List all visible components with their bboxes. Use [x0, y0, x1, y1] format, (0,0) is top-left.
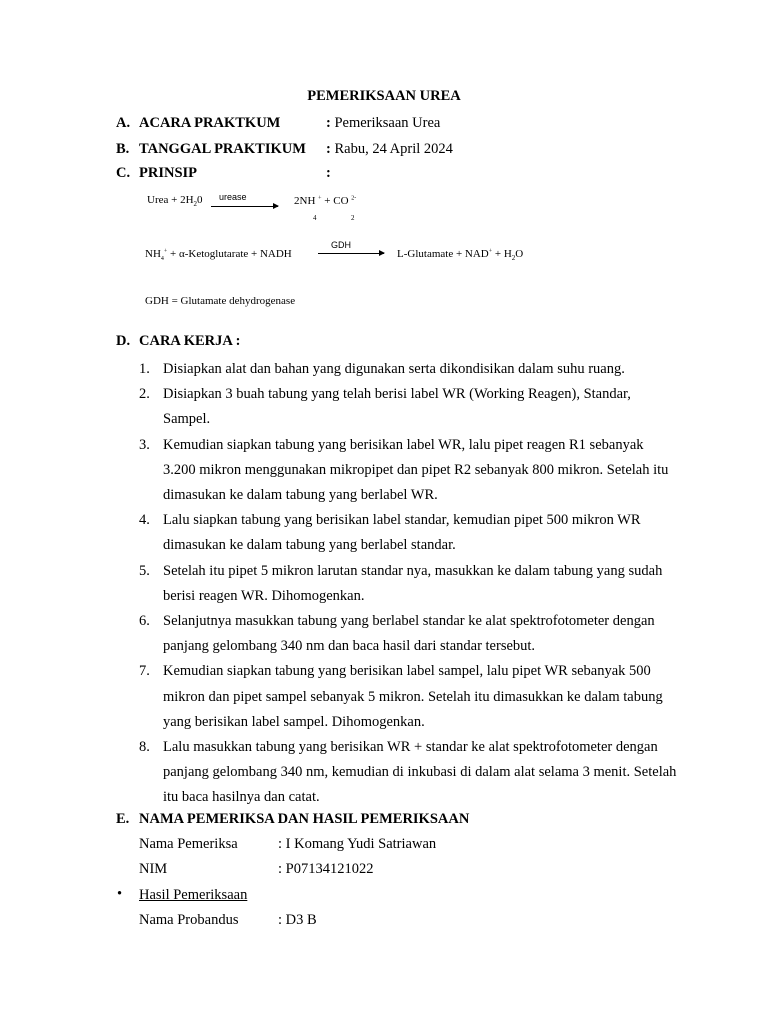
procedure-step: 3. Kemudian siapkan tabung yang berisikan label WR, lalu pipet reagen R1 sebanyak 3.200 mikron menggunakan mikropipet dan pipet R2 sebanyak 800 mikron. Setelah itu dimasukan ke dalam tabung yang berlabel WR.	[139, 436, 669, 504]
section-c-colon: :	[326, 165, 331, 181]
procedure-step: 4. Lalu siapkan tabung yang berisikan label standar, kemudian pipet 500 mikron WR dimasukan ke dalam tabung yang berlabel standar.	[139, 512, 641, 554]
reaction1-enzyme-label: urease	[219, 192, 247, 202]
section-a-colon: :	[326, 115, 331, 131]
section-c-value-wrap	[326, 165, 331, 182]
procedure-list	[139, 357, 679, 811]
procedure-step: 2. Disiapkan 3 buah tabung yang telah berisi label WR (Working Reagen), Standar, Sampel.	[139, 386, 631, 428]
results-heading: Hasil Pemeriksaan	[139, 887, 248, 903]
reaction2-right: L-Glutamate + $NAD^+ + H_2O$	[397, 248, 524, 263]
reaction-legend: GDH = Glutamate dehydrogenase	[145, 295, 296, 307]
section-b-letter: B.	[116, 141, 130, 157]
section-a-value: Pemeriksaan Urea	[330, 115, 441, 131]
examiner-nim-label: NIM	[139, 861, 168, 877]
procedure-step: 1. Disiapkan alat dan bahan yang digunakan serta dikondisikan dalam suhu ruang.	[139, 361, 625, 377]
reaction2-arrow	[318, 253, 384, 254]
reaction1-subscript-2: 2	[351, 214, 355, 222]
section-e-letter: E.	[116, 811, 130, 827]
procedure-step: 7. Kemudian siapkan tabung yang berisikan label sampel, lalu pipet WR sebanyak 500 mikron dan pipet sampel sebanyak 5 mikron. Setelah itu dimasukkan ke dalam tabung yang berisikan label sampel. Dihomogenkan.	[139, 663, 663, 730]
section-e-label: NAMA PEMERIKSA DAN HASIL PEMERIKSAAN	[139, 811, 470, 827]
section-c-letter: C.	[116, 165, 131, 181]
examiner-nim-value: : P07134121022	[278, 861, 374, 877]
procedure-step: 5. Setelah itu pipet 5 mikron larutan standar nya, masukkan ke dalam tabung yang sudah berisi reagen WR. Dihomogenkan.	[139, 562, 663, 604]
probandus-label: Nama Probandus	[139, 912, 239, 928]
section-b-value: Rabu, 24 April 2024	[330, 141, 453, 157]
section-a-label: ACARA PRAKTKUM	[139, 115, 281, 131]
document-title: PEMERIKSAAN UREA	[307, 88, 461, 104]
procedure-step: 8. Lalu masukkan tabung yang berisikan WR + standar ke alat spektrofotometer dengan panjang gelombang 340 nm, kemudian di inkubasi di dalam alat selama 3 menit. Setelah itu baca hasilnya dan catat.	[139, 739, 677, 806]
section-b-label: TANGGAL PRAKTIKUM	[139, 141, 306, 157]
section-b-colon: :	[326, 141, 331, 157]
probandus-value: : D3 B	[278, 912, 317, 928]
section-a-value-wrap	[326, 115, 440, 132]
reaction1-right: 2NH + + CO $^{2-}$	[294, 195, 357, 207]
examiner-name-value: : I Komang Yudi Satriawan	[278, 836, 437, 852]
section-b-value-wrap	[326, 141, 453, 158]
reaction1-arrow	[211, 206, 278, 207]
procedure-step: 6. Selanjutnya masukkan tabung yang berlabel standar ke alat spektrofotometer dengan panjang gelombang 340 nm dan baca hasil dari standar tersebut.	[139, 613, 655, 655]
section-d-letter: D.	[116, 333, 131, 349]
section-d-label: CARA KERJA :	[139, 333, 241, 349]
section-c-label: PRINSIP	[139, 165, 198, 181]
examiner-name-label: Nama Pemeriksa	[139, 836, 238, 852]
reaction1-subscript-4: 4	[313, 214, 317, 222]
reaction2-enzyme-label: GDH	[331, 240, 351, 250]
section-a-letter: A.	[116, 115, 131, 131]
reaction2-left: $NH_4^+$ + α-Ketoglutarate + NADH	[145, 248, 292, 263]
bullet-icon: •	[117, 886, 123, 902]
reaction1-left: Urea + $2H_20$	[147, 194, 203, 209]
